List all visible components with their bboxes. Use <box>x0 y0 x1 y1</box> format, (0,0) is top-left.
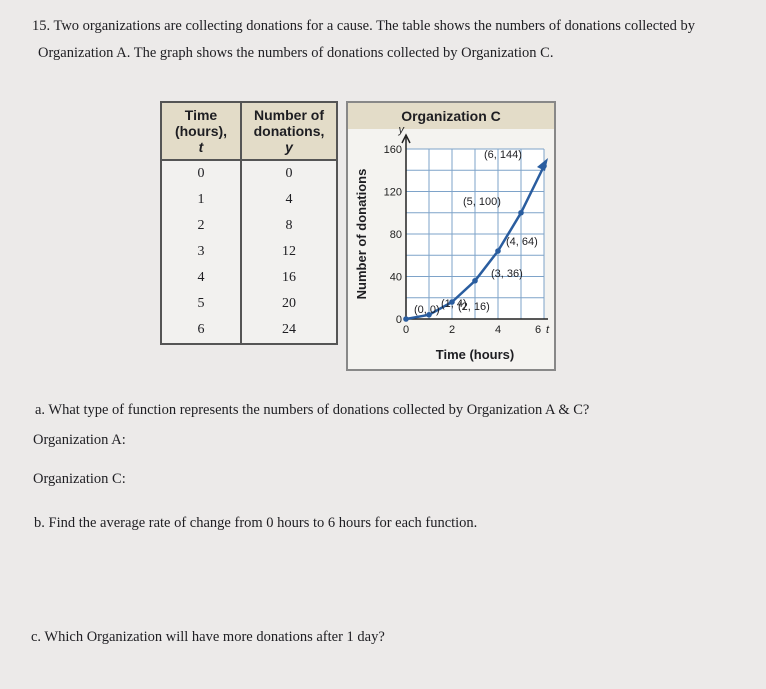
table-row <box>161 291 337 317</box>
y-axis-variable: y <box>398 124 404 136</box>
y-tick-label: 160 <box>383 144 402 156</box>
time-cell: 4 <box>161 265 241 291</box>
donations-table <box>160 101 338 345</box>
x-axis-variable: t <box>546 324 550 336</box>
point-label: (0, 0) <box>414 304 440 316</box>
x-tick-label: 2 <box>448 324 456 336</box>
data-point <box>541 163 547 169</box>
donations-header-var: y <box>285 139 293 156</box>
data-point <box>495 248 501 254</box>
donations-header-line1: Number of <box>254 107 324 123</box>
time-cell: 5 <box>161 291 241 317</box>
part-c-question: c. Which Organization will have more donations after 1 day? <box>31 629 385 645</box>
donations-header-line2: donations, <box>253 123 325 140</box>
donations-header <box>241 102 337 160</box>
time-cell: 1 <box>161 187 241 213</box>
organization-c-label: Organization C: <box>33 471 126 487</box>
x-tick-label: 0 <box>402 324 410 336</box>
data-point <box>518 210 524 216</box>
table-row <box>161 187 337 213</box>
donations-cell: 4 <box>285 192 293 208</box>
part-a-question: a. What type of function represents the numbers of donations collected by Organization A & C? <box>35 402 590 418</box>
donations-cell: 0 <box>285 166 293 182</box>
donations-cell: 20 <box>282 296 296 312</box>
point-label: (3, 36) <box>491 267 523 280</box>
part-b-question: b. Find the average rate of change from 0 hours to 6 hours for each function. <box>34 515 478 531</box>
donations-cell: 12 <box>282 244 296 260</box>
chart-svg <box>348 103 554 369</box>
organization-c-graph <box>346 101 556 371</box>
donations-cell: 24 <box>282 322 296 338</box>
x-tick-label: 4 <box>494 324 502 336</box>
donations-cell: 8 <box>285 218 293 234</box>
question-line-1: 15. Two organizations are collecting donations for a cause. The table shows the numbers of donations collected by <box>32 18 695 34</box>
x-axis-label: Time (hours) <box>435 347 515 362</box>
time-header-var: t <box>198 139 204 156</box>
x-tick-label: 6 <box>534 324 542 336</box>
y-tick-label: 120 <box>383 186 402 199</box>
time-cell: 3 <box>161 239 241 265</box>
point-label: (5, 100) <box>463 195 501 208</box>
table-header-row <box>161 102 337 160</box>
origin-label: 0 <box>395 314 402 326</box>
table-row <box>161 160 337 187</box>
time-cell: 2 <box>161 213 241 239</box>
point-label: (4, 64) <box>506 236 538 248</box>
time-header-line2: (hours), <box>174 123 228 140</box>
data-point <box>403 316 409 322</box>
point-label: (2, 16) <box>458 301 490 313</box>
time-header <box>161 102 241 160</box>
time-cell: 0 <box>161 160 241 187</box>
chart-title: Organization C <box>401 108 501 124</box>
question-line-2: Organization A. The graph shows the numbers of donations collected by Organization C. <box>38 45 554 61</box>
donations-cell: 16 <box>282 270 296 286</box>
time-cell: 6 <box>161 317 241 344</box>
point-label: (1, 4) <box>441 297 467 310</box>
y-tick-label: 80 <box>389 229 402 241</box>
table-row <box>161 213 337 239</box>
data-point <box>472 278 478 284</box>
y-axis-label: Number of donations <box>354 168 369 300</box>
y-tick-label: 40 <box>389 271 402 284</box>
table-row <box>161 317 337 344</box>
table-row <box>161 239 337 265</box>
table-row <box>161 265 337 291</box>
organization-a-label: Organization A: <box>33 432 126 448</box>
point-label: (6, 144) <box>484 149 522 161</box>
time-header-line1: Time <box>184 107 218 123</box>
